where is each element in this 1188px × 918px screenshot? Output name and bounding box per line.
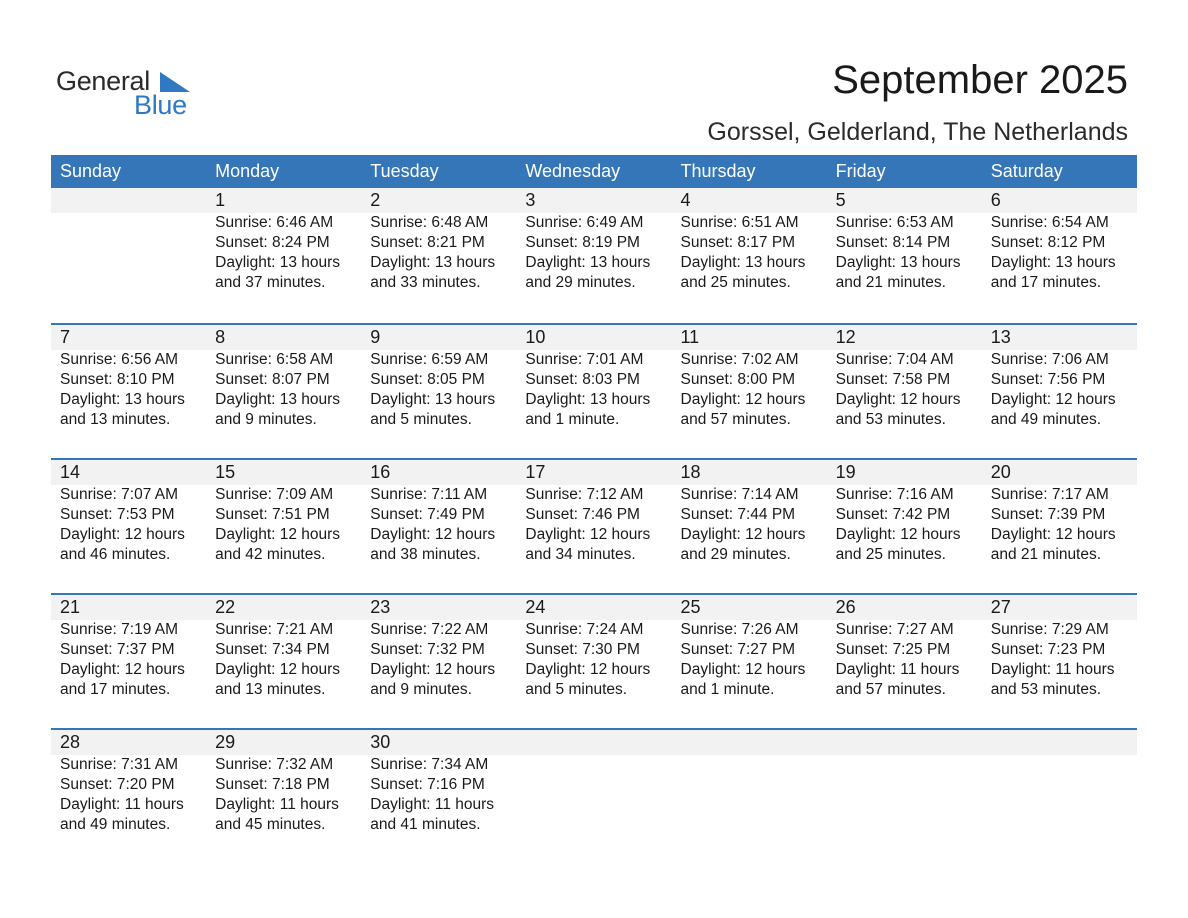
daylight-minutes-text: and 17 minutes. [60, 681, 171, 698]
day-number: 1 [215, 190, 226, 210]
day-number: 15 [215, 462, 236, 482]
sunrise-text: Sunrise: 6:48 AM [370, 214, 489, 231]
logo-triangle-icon [160, 72, 190, 92]
day-cell [361, 325, 516, 430]
sunset-text: Sunset: 7:34 PM [215, 641, 330, 658]
daylight-text: Daylight: 12 hours [835, 526, 961, 543]
calendar-week-row [51, 323, 1137, 458]
day-number: 6 [990, 190, 1001, 210]
day-cell [51, 730, 206, 835]
sunrise-text: Sunrise: 7:14 AM [680, 486, 799, 503]
sunset-text: Sunset: 7:16 PM [370, 776, 485, 793]
sunrise-text: Sunrise: 7:12 AM [525, 486, 644, 503]
sunset-text: Sunset: 7:58 PM [835, 371, 951, 388]
daylight-minutes-text: and 25 minutes. [835, 546, 946, 563]
day-cell [361, 730, 516, 835]
day-number: 19 [835, 462, 856, 482]
sunset-text: Sunset: 7:18 PM [215, 776, 330, 793]
daylight-minutes-text: and 13 minutes. [60, 411, 171, 428]
sunset-text: Sunset: 7:44 PM [680, 506, 796, 523]
daylight-minutes-text: and 37 minutes. [215, 274, 326, 291]
sunrise-text: Sunrise: 6:56 AM [60, 351, 179, 368]
day-cell [982, 595, 1137, 700]
daylight-text: Daylight: 12 hours [990, 526, 1116, 543]
daylight-minutes-text: and 9 minutes. [215, 411, 317, 428]
day-number: 23 [370, 597, 391, 617]
daylight-text: Daylight: 13 hours [370, 391, 496, 408]
daylight-text: Daylight: 13 hours [525, 391, 651, 408]
daylight-text: Daylight: 12 hours [525, 526, 651, 543]
logo-general-text: General [56, 66, 150, 96]
daylight-minutes-text: and 25 minutes. [680, 274, 791, 291]
sunrise-text: Sunrise: 6:58 AM [215, 351, 334, 368]
calendar-week-row [51, 593, 1137, 728]
day-number: 3 [525, 190, 536, 210]
daylight-minutes-text: and 1 minute. [680, 681, 775, 698]
logo [56, 66, 196, 118]
day-number: 20 [990, 462, 1011, 482]
daylight-text: Daylight: 12 hours [680, 661, 806, 678]
daylight-text: Daylight: 12 hours [680, 391, 806, 408]
day-cell [206, 460, 361, 565]
daylight-text: Daylight: 13 hours [215, 254, 341, 271]
weekday-header: Monday [215, 161, 280, 181]
day-number: 24 [525, 597, 546, 617]
sunset-text: Sunset: 8:24 PM [215, 234, 330, 251]
daylight-text: Daylight: 13 hours [525, 254, 651, 271]
empty-day-cell [672, 730, 827, 835]
day-number: 17 [525, 462, 546, 482]
sunrise-text: Sunrise: 7:31 AM [60, 756, 179, 773]
weekday-header: Sunday [60, 161, 122, 181]
sunset-text: Sunset: 7:49 PM [370, 506, 485, 523]
sunrise-text: Sunrise: 7:01 AM [525, 351, 644, 368]
daylight-text: Daylight: 13 hours [370, 254, 496, 271]
day-number: 29 [215, 732, 236, 752]
sunrise-text: Sunrise: 7:09 AM [215, 486, 334, 503]
day-cell [827, 325, 982, 430]
sunset-text: Sunset: 7:20 PM [60, 776, 175, 793]
sunrise-text: Sunrise: 6:59 AM [370, 351, 489, 368]
sunset-text: Sunset: 7:27 PM [680, 641, 796, 658]
daylight-text: Daylight: 12 hours [215, 661, 341, 678]
daylight-text: Daylight: 12 hours [370, 661, 496, 678]
sunrise-text: Sunrise: 7:07 AM [60, 486, 179, 503]
day-number: 25 [680, 597, 701, 617]
day-cell [206, 730, 361, 835]
day-cell [361, 595, 516, 700]
day-cell [827, 188, 982, 293]
day-number: 13 [990, 327, 1011, 347]
sunset-text: Sunset: 8:17 PM [680, 234, 796, 251]
location-subtitle: Gorssel, Gelderland, The Netherlands [707, 118, 1128, 146]
daylight-minutes-text: and 13 minutes. [215, 681, 326, 698]
day-number: 14 [60, 462, 81, 482]
day-number: 22 [215, 597, 236, 617]
week-cells [51, 595, 1137, 700]
sunrise-text: Sunrise: 7:34 AM [370, 756, 489, 773]
sunset-text: Sunset: 8:07 PM [215, 371, 330, 388]
day-number: 21 [60, 597, 81, 617]
sunset-text: Sunset: 7:53 PM [60, 506, 175, 523]
sunrise-text: Sunrise: 7:27 AM [835, 621, 954, 638]
daylight-text: Daylight: 11 hours [60, 796, 184, 813]
daylight-minutes-text: and 1 minute. [525, 411, 620, 428]
daylight-minutes-text: and 38 minutes. [370, 546, 481, 563]
daylight-minutes-text: and 46 minutes. [60, 546, 171, 563]
day-number: 12 [835, 327, 856, 347]
sunrise-text: Sunrise: 7:29 AM [990, 621, 1109, 638]
weekday-header: Thursday [680, 161, 756, 181]
daylight-minutes-text: and 57 minutes. [835, 681, 946, 698]
daylight-minutes-text: and 57 minutes. [680, 411, 791, 428]
daylight-text: Daylight: 13 hours [215, 391, 341, 408]
sunrise-text: Sunrise: 7:32 AM [215, 756, 334, 773]
sunset-text: Sunset: 7:39 PM [990, 506, 1106, 523]
day-number: 8 [215, 327, 226, 347]
day-cell [206, 188, 361, 293]
daylight-minutes-text: and 42 minutes. [215, 546, 326, 563]
daylight-text: Daylight: 12 hours [370, 526, 496, 543]
day-cell [516, 188, 671, 293]
sunrise-text: Sunrise: 6:49 AM [525, 214, 644, 231]
day-cell [827, 460, 982, 565]
day-number: 7 [60, 327, 71, 347]
sunrise-text: Sunrise: 7:24 AM [525, 621, 644, 638]
day-number: 16 [370, 462, 391, 482]
sunset-text: Sunset: 8:21 PM [370, 234, 485, 251]
day-number: 30 [370, 732, 391, 752]
daylight-minutes-text: and 34 minutes. [525, 546, 636, 563]
weekday-header: Wednesday [525, 161, 621, 181]
sunrise-text: Sunrise: 6:46 AM [215, 214, 334, 231]
sunrise-text: Sunrise: 7:17 AM [990, 486, 1109, 503]
day-cell [361, 188, 516, 293]
sunrise-text: Sunrise: 7:16 AM [835, 486, 954, 503]
daylight-text: Daylight: 12 hours [215, 526, 341, 543]
sunset-text: Sunset: 8:19 PM [525, 234, 640, 251]
sunrise-text: Sunrise: 6:53 AM [835, 214, 954, 231]
day-number: 28 [60, 732, 81, 752]
daylight-minutes-text: and 49 minutes. [990, 411, 1102, 428]
day-cell [51, 595, 206, 700]
calendar-grid [51, 155, 1137, 863]
empty-day-cell [827, 730, 982, 835]
daylight-minutes-text: and 41 minutes. [370, 816, 481, 833]
day-number: 9 [370, 327, 381, 347]
calendar-week-row [51, 728, 1137, 863]
day-number: 18 [680, 462, 701, 482]
day-cell [516, 595, 671, 700]
day-number: 2 [370, 190, 381, 210]
day-cell [206, 595, 361, 700]
day-cell [516, 460, 671, 565]
daylight-text: Daylight: 13 hours [60, 391, 185, 408]
logo-blue-text: Blue [134, 90, 187, 120]
sunset-text: Sunset: 7:37 PM [60, 641, 175, 658]
sunset-text: Sunset: 8:03 PM [525, 371, 640, 388]
day-cell [982, 460, 1137, 565]
sunset-text: Sunset: 8:10 PM [60, 371, 175, 388]
day-number: 26 [835, 597, 856, 617]
empty-day-cell [51, 188, 206, 293]
week-cells [51, 188, 1137, 293]
daylight-minutes-text: and 5 minutes. [525, 681, 628, 698]
calendar-weeks [51, 188, 1137, 863]
daylight-text: Daylight: 12 hours [60, 661, 185, 678]
daylight-text: Daylight: 11 hours [835, 661, 960, 678]
daylight-text: Daylight: 12 hours [990, 391, 1116, 408]
day-cell [51, 460, 206, 565]
empty-day-cell [516, 730, 671, 835]
sunset-text: Sunset: 8:00 PM [680, 371, 796, 388]
sunrise-text: Sunrise: 7:02 AM [680, 351, 799, 368]
sunset-text: Sunset: 7:23 PM [990, 641, 1106, 658]
day-cell [206, 325, 361, 430]
sunrise-text: Sunrise: 7:19 AM [60, 621, 179, 638]
daylight-text: Daylight: 12 hours [680, 526, 806, 543]
weekday-header-row [51, 155, 1137, 188]
daylight-text: Daylight: 12 hours [60, 526, 185, 543]
day-cell [827, 595, 982, 700]
calendar-week-row [51, 458, 1137, 593]
page-title: September 2025 [832, 58, 1128, 102]
sunset-text: Sunset: 8:05 PM [370, 371, 485, 388]
day-number: 27 [990, 597, 1011, 617]
daylight-minutes-text: and 29 minutes. [525, 274, 636, 291]
day-cell [672, 595, 827, 700]
week-cells [51, 325, 1137, 430]
sunrise-text: Sunrise: 6:54 AM [990, 214, 1109, 231]
sunset-text: Sunset: 7:32 PM [370, 641, 485, 658]
day-cell [982, 325, 1137, 430]
daylight-minutes-text: and 9 minutes. [370, 681, 472, 698]
empty-day-cell [982, 730, 1137, 835]
daylight-text: Daylight: 11 hours [990, 661, 1115, 678]
daylight-text: Daylight: 13 hours [835, 254, 961, 271]
sunset-text: Sunset: 8:12 PM [990, 234, 1106, 251]
day-number: 4 [680, 190, 691, 210]
weekday-header: Saturday [990, 161, 1063, 181]
sunrise-text: Sunrise: 7:06 AM [990, 351, 1109, 368]
day-number: 5 [835, 190, 846, 210]
sunrise-text: Sunrise: 7:21 AM [215, 621, 334, 638]
sunset-text: Sunset: 7:46 PM [525, 506, 640, 523]
sunset-text: Sunset: 8:14 PM [835, 234, 951, 251]
sunset-text: Sunset: 7:25 PM [835, 641, 951, 658]
calendar-week-row [51, 188, 1137, 323]
sunrise-text: Sunrise: 7:22 AM [370, 621, 489, 638]
day-number: 10 [525, 327, 546, 347]
daylight-text: Daylight: 12 hours [835, 391, 961, 408]
day-cell [516, 325, 671, 430]
daylight-text: Daylight: 11 hours [215, 796, 339, 813]
daylight-minutes-text: and 29 minutes. [680, 546, 791, 563]
daylight-text: Daylight: 13 hours [680, 254, 806, 271]
day-cell [672, 188, 827, 293]
day-cell [982, 188, 1137, 293]
daylight-minutes-text: and 45 minutes. [215, 816, 326, 833]
sunrise-text: Sunrise: 7:11 AM [370, 486, 488, 503]
day-cell [672, 460, 827, 565]
sunset-text: Sunset: 7:56 PM [990, 371, 1106, 388]
daylight-minutes-text: and 21 minutes. [990, 546, 1102, 563]
sunrise-text: Sunrise: 6:51 AM [680, 214, 799, 231]
weekday-header: Friday [835, 161, 886, 181]
weekday-header: Tuesday [370, 161, 439, 181]
daylight-minutes-text: and 5 minutes. [370, 411, 472, 428]
sunset-text: Sunset: 7:51 PM [215, 506, 330, 523]
sunset-text: Sunset: 7:30 PM [525, 641, 640, 658]
daylight-minutes-text: and 21 minutes. [835, 274, 946, 291]
daylight-minutes-text: and 49 minutes. [60, 816, 171, 833]
daylight-minutes-text: and 53 minutes. [990, 681, 1102, 698]
sunrise-text: Sunrise: 7:26 AM [680, 621, 799, 638]
day-cell [361, 460, 516, 565]
day-number: 11 [680, 327, 700, 347]
day-cell [51, 325, 206, 430]
sunset-text: Sunset: 7:42 PM [835, 506, 951, 523]
week-cells [51, 460, 1137, 565]
daylight-text: Daylight: 11 hours [370, 796, 495, 813]
sunrise-text: Sunrise: 7:04 AM [835, 351, 954, 368]
daylight-minutes-text: and 53 minutes. [835, 411, 946, 428]
daylight-text: Daylight: 13 hours [990, 254, 1116, 271]
daylight-text: Daylight: 12 hours [525, 661, 651, 678]
week-cells [51, 730, 1137, 835]
daylight-minutes-text: and 17 minutes. [990, 274, 1102, 291]
daylight-minutes-text: and 33 minutes. [370, 274, 481, 291]
day-cell [672, 325, 827, 430]
